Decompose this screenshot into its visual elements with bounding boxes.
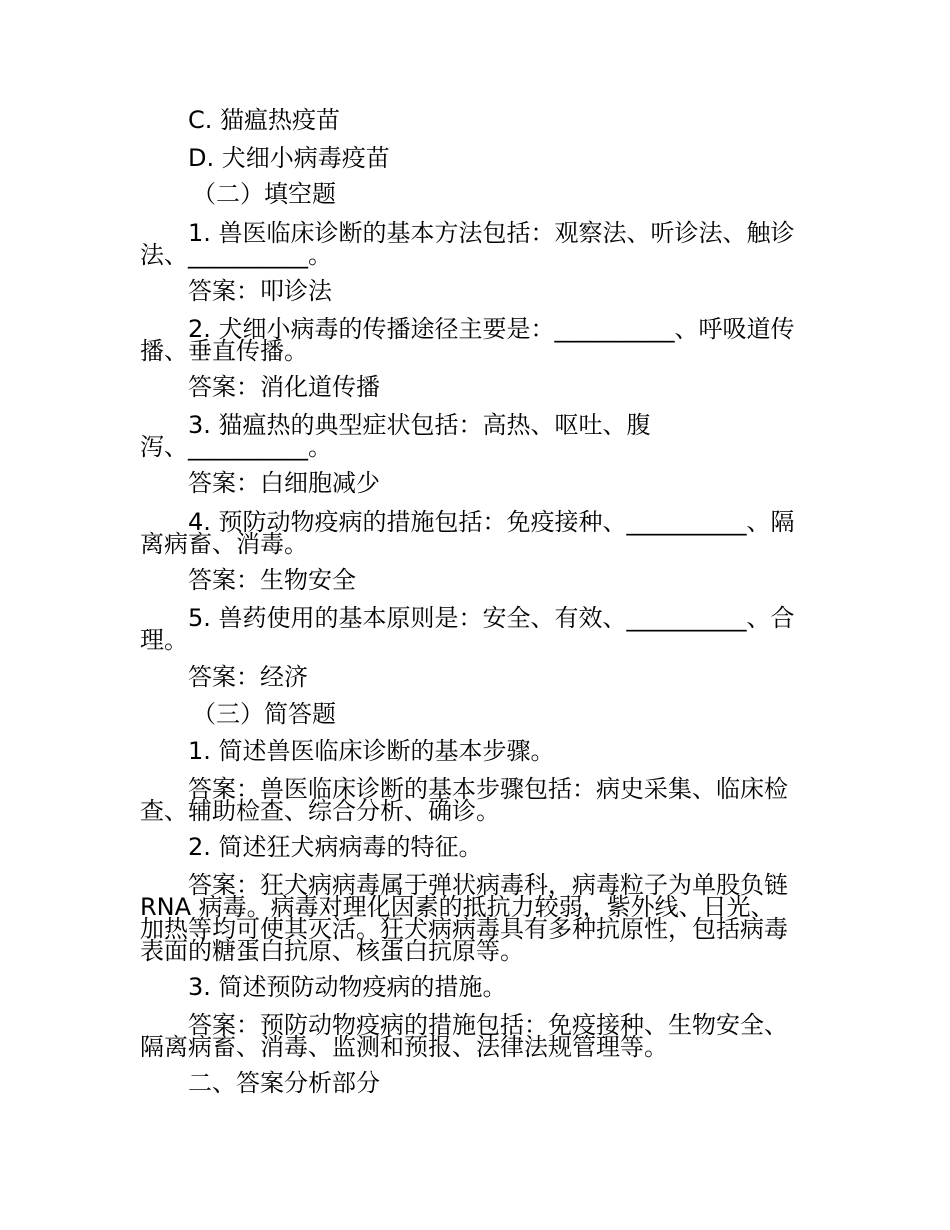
- short-question-3: 3. 简述预防动物疫病的措施。: [188, 973, 507, 1001]
- question-1-line-1: 1. 兽医临床诊断的基本方法包括：观察法、听诊法、触诊: [188, 219, 795, 247]
- part-heading-answer-analysis: 二、答案分析部分: [188, 1069, 380, 1097]
- answer-4: 答案：生物安全: [188, 566, 356, 594]
- answer-1: 答案：叩诊法: [188, 277, 332, 305]
- short-answer-2-line-1: 答案：狂犬病病毒属于弹状病毒科，病毒粒子为单股负链: [188, 871, 788, 899]
- short-answer-1-line-1: 答案：兽医临床诊断的基本步骤包括：病史采集、临床检: [188, 775, 788, 803]
- short-question-2: 2. 简述狂犬病病毒的特征。: [188, 833, 483, 861]
- short-question-1: 1. 简述兽医临床诊断的基本步骤。: [188, 737, 555, 765]
- question-3-line-1: 3. 猫瘟热的典型症状包括：高热、呕吐、腹: [188, 411, 651, 439]
- question-1-line-2: 法、__________。: [140, 241, 332, 269]
- question-4-line-1: 4. 预防动物疫病的措施包括：免疫接种、__________、隔: [188, 508, 795, 536]
- question-2-line-1: 2. 犬细小病毒的传播途径主要是：__________、呼吸道传: [188, 315, 795, 343]
- answer-3: 答案：白细胞减少: [188, 469, 380, 497]
- answer-2: 答案：消化道传播: [188, 373, 380, 401]
- question-5-line-1: 5. 兽药使用的基本原则是：安全、有效、__________、合: [188, 604, 795, 632]
- question-5-line-2: 理。: [140, 626, 188, 654]
- question-4-line-2: 离病畜、消毒。: [140, 530, 308, 558]
- question-2-line-2: 播、垂直传播。: [140, 337, 308, 365]
- short-answer-3-line-2: 隔离病畜、消毒、监测和预报、法律法规管理等。: [140, 1033, 668, 1061]
- short-answer-2-line-2: RNA 病毒。病毒对理化因素的抵抗力较弱，紫外线、日光、: [140, 893, 775, 921]
- section-heading-fill-in: （二）填空题: [192, 180, 336, 208]
- question-3-line-2: 泻、__________。: [140, 433, 332, 461]
- section-heading-short-answer: （三）简答题: [192, 700, 336, 728]
- option-d: D. 犬细小病毒疫苗: [188, 144, 390, 172]
- short-answer-3-line-1: 答案：预防动物疫病的措施包括：免疫接种、生物安全、: [188, 1011, 788, 1039]
- short-answer-2-line-4: 表面的糖蛋白抗原、核蛋白抗原等。: [140, 937, 524, 965]
- option-c: C. 猫瘟热疫苗: [188, 106, 341, 134]
- short-answer-2-line-3: 加热等均可使其灭活。狂犬病病毒具有多种抗原性，包括病毒: [140, 915, 788, 943]
- answer-5: 答案：经济: [188, 663, 308, 691]
- short-answer-1-line-2: 查、辅助检查、综合分析、确诊。: [140, 797, 500, 825]
